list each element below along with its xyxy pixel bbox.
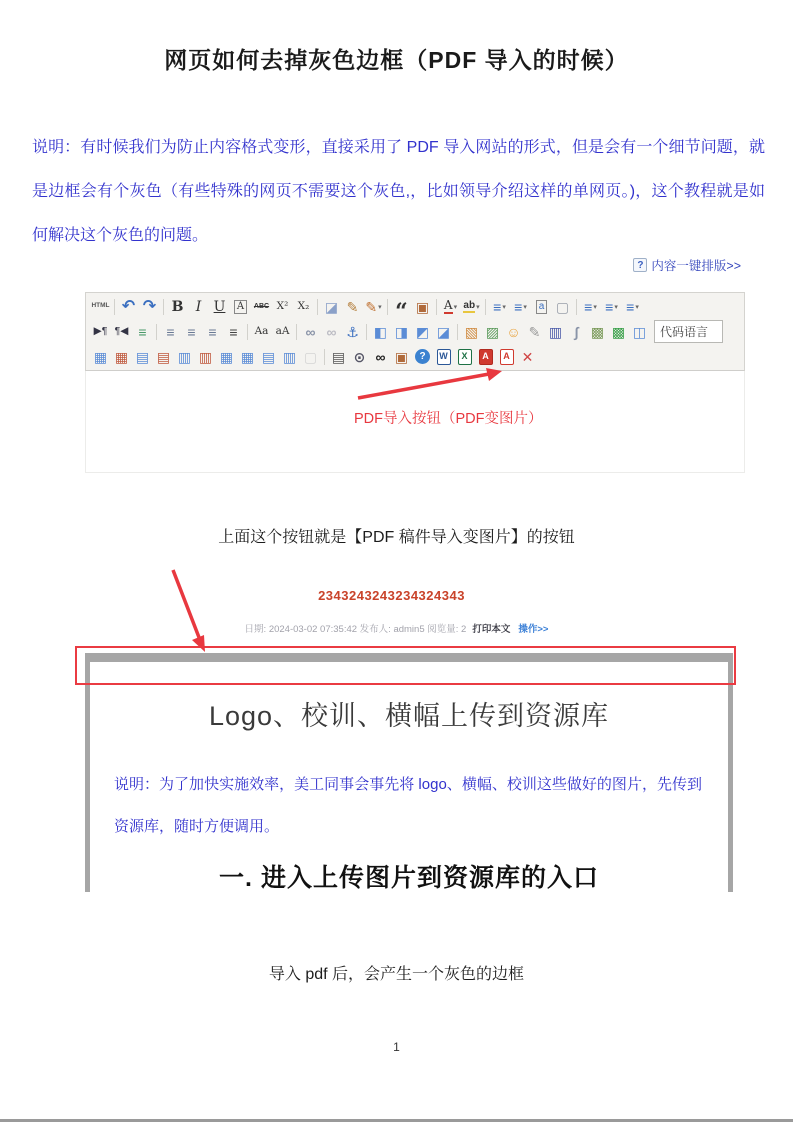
merge-right-icon: ▦ [240,348,255,365]
align-justify-icon: ≡ [229,323,238,340]
insert-table-button[interactable] [90,346,111,367]
search-replace-icon: ∞ [375,348,386,365]
html-source-button[interactable] [90,296,111,317]
google-map-icon: ▩ [611,323,626,340]
doc-disabled-button[interactable] [300,346,321,367]
image-manager-icon: ▨ [485,323,500,340]
scrawl-icon: ✎ [528,323,541,340]
to-uppercase-button[interactable] [251,321,272,342]
attachment-icon: ∫ [574,323,579,340]
toolbar-separator [156,324,157,340]
article-meta-line [0,621,793,635]
image-float-right-icon: ◩ [415,323,430,340]
undo-icon: ↶ [121,297,136,315]
highlight-color-button[interactable] [461,296,482,317]
delete-column-icon: ▥ [198,348,213,365]
intro-paragraph: 说明：有时候我们为防止内容格式变形，直接采用了 PDF 导入网站的形式，但是会有一个细节问题，就是边框会有个灰色（有些特殊的网页不需要这个灰色,，比如领导介绍这样的单网页。)，这个教程就是如何解决这个灰色的问题。 [32,139,765,244]
unlink-button[interactable] [321,321,342,342]
dropdown-caret-icon: ▾ [476,303,480,311]
attachment-button[interactable] [566,321,587,342]
help-button[interactable] [412,346,433,367]
indent-button[interactable] [132,321,153,342]
editor-screenshot [85,292,745,473]
font-border-button[interactable] [230,296,251,317]
anchor-button[interactable] [342,321,363,342]
excel-import-button[interactable] [454,346,475,367]
subscript-button[interactable] [293,296,314,317]
dropdown-caret-icon: ▾ [453,302,458,311]
page-number: 1 [393,1040,400,1054]
font-color-button[interactable] [440,296,461,317]
dropdown-caret-icon: ▾ [614,303,618,311]
toolbar-separator [163,299,164,315]
format-painter-button[interactable] [342,296,363,317]
align-justify-button[interactable] [223,321,244,342]
meta-publisher-label: 发布人: [357,624,394,635]
toolbar-separator [247,324,248,340]
ordered-list-icon: ≡ [493,298,502,315]
insert-video-button[interactable] [545,321,566,342]
split-cell-button[interactable] [279,346,300,367]
toolbar-separator [324,349,325,365]
insert-column-button[interactable] [174,346,195,367]
gray-border-highlight-box [75,646,736,685]
link-button[interactable] [300,321,321,342]
select-all-button[interactable] [531,296,552,317]
italic-icon: I [195,298,202,315]
word-import-button[interactable] [433,346,454,367]
align-center-icon: ≡ [187,323,196,340]
pdf-doc-icon: A [500,349,514,365]
snapshot-button[interactable] [629,321,650,342]
emotion-button[interactable] [503,321,524,342]
ordered-list-button[interactable] [489,296,510,317]
pdf-import-icon: A [479,349,493,365]
row-spacing-button[interactable] [580,296,601,317]
indent-icon: ≡ [138,323,147,340]
merge-right-button[interactable] [237,346,258,367]
indent-first-line-icon: ▶¶ [93,325,108,338]
print-icon: ▤ [331,348,346,365]
paste-board-button[interactable] [391,346,412,367]
line-height-button[interactable] [622,296,643,317]
paragraph-format-button[interactable] [601,296,622,317]
underline-button[interactable] [209,296,230,317]
paste-text-icon: ▣ [415,298,430,315]
toolbar-separator [576,299,577,315]
toolbar-separator [114,299,115,315]
image-float-center-button[interactable] [433,321,454,342]
editor-content-area[interactable] [85,371,745,473]
caption-pdf-button: 上面这个按钮就是【PDF 稿件导入变图片】的按钮 [218,529,575,546]
dropdown-caret-icon: ▾ [593,303,597,311]
preview-icon: ⊙ [353,348,366,365]
image-float-left-icon: ◨ [394,323,409,340]
insert-row-icon: ▤ [135,348,150,365]
image-float-center-icon: ◪ [436,323,451,340]
insert-map-icon: ▩ [590,323,605,340]
toolbar-row-1 [88,294,742,325]
format-painter-icon: ✎ [346,298,359,315]
strikethrough-icon: ABC [253,303,270,310]
pdf-doc-button[interactable] [496,346,517,367]
insert-image-icon: ▧ [464,323,479,340]
insert-row-button[interactable] [132,346,153,367]
scratch-out-icon: ✕ [521,348,534,365]
align-center-button[interactable] [181,321,202,342]
dropdown-caret-icon: ▾ [378,303,382,311]
toolbar-separator [457,324,458,340]
eraser-icon: ◪ [324,298,339,315]
select-all-icon: a [536,300,548,314]
excel-import-icon: X [458,349,472,365]
blockquote-button[interactable] [391,296,412,325]
scrawl-button[interactable] [524,321,545,342]
search-replace-button[interactable] [370,346,391,367]
outdent-first-line-button[interactable] [111,321,132,342]
article-number: 2343243243234324343 [318,588,465,603]
dropdown-caret-icon: ▾ [635,303,639,311]
auto-typeset-button[interactable] [363,296,384,317]
emotion-icon: ☺ [506,323,521,340]
insert-map-button[interactable] [587,321,608,342]
image-manager-button[interactable] [482,321,503,342]
subscript-icon: X₂ [297,300,310,313]
unordered-list-icon: ≡ [514,298,523,315]
delete-table-button[interactable] [111,346,132,367]
image-float-left-button[interactable] [391,321,412,342]
row-spacing-icon: ≡ [584,298,593,315]
word-import-icon: W [437,349,451,365]
meta-publisher-value: admin5 [393,624,425,635]
split-cell-icon: ▥ [282,348,297,365]
align-right-icon: ≡ [208,323,217,340]
toolbar-separator [366,324,367,340]
doc-disabled-icon: ▢ [303,348,318,365]
toolbar-row-2 [88,319,742,344]
image-float-right-button[interactable] [412,321,433,342]
print-button[interactable] [328,346,349,367]
html-source-icon: HTML [91,302,110,310]
help-icon: ? [415,349,430,364]
clear-doc-icon: ▢ [555,298,570,315]
unlink-icon: ∞ [326,323,337,340]
toolbar-separator [436,299,437,315]
blockquote-icon: “ [395,298,408,325]
delete-table-icon: ▦ [114,348,129,365]
to-uppercase-icon: Aa [254,325,269,338]
code-language-select[interactable]: 代码语言 [654,320,723,343]
help-question-icon: ? [633,258,647,272]
caption-gray-border: 导入 pdf 后，会产生一个灰色的边框 [268,966,525,983]
redo-icon: ↷ [142,297,157,315]
insert-image-button[interactable] [461,321,482,342]
delete-column-button[interactable] [195,346,216,367]
to-lowercase-icon: aA [275,325,290,338]
to-lowercase-button[interactable] [272,321,293,342]
toolbar-separator [485,299,486,315]
snapshot-icon: ◫ [632,323,647,340]
print-article-link[interactable]: 打印本文 [472,624,511,635]
strikethrough-button[interactable] [251,296,272,317]
merge-cells-icon: ▦ [219,348,234,365]
meta-views-value: 2 [461,624,467,635]
imported-pdf-page [85,653,733,892]
paragraph-format-icon: ≡ [605,298,614,315]
editor-toolbar [85,292,745,371]
underline-icon: U [213,298,226,315]
link-icon: ∞ [305,323,316,340]
auto-typeset-icon: ✎ [365,298,378,315]
delete-row-icon: ▤ [156,348,171,365]
meta-date-value: 2024-03-02 07:35:42 [268,624,358,635]
paste-text-button[interactable] [412,296,433,317]
paste-board-icon: ▣ [394,348,409,365]
dropdown-caret-icon: ▾ [523,303,527,311]
unordered-list-button[interactable] [510,296,531,317]
anchor-icon: ⚓ [346,323,359,340]
pdf-import-button[interactable] [475,346,496,367]
merge-down-icon: ▤ [261,348,276,365]
superscript-icon: X² [276,300,289,313]
merge-cells-button[interactable] [216,346,237,367]
insert-video-icon: ▥ [548,323,563,340]
bold-button[interactable] [167,296,188,317]
insert-column-icon: ▥ [177,348,192,365]
undo-button[interactable] [118,296,139,317]
image-float-none-icon: ◧ [373,323,388,340]
redo-button[interactable] [139,296,160,317]
toolbar-separator [317,299,318,315]
meta-date-label: 日期: [244,624,269,635]
superscript-button[interactable] [272,296,293,317]
align-right-button[interactable] [202,321,223,342]
eraser-button[interactable] [321,296,342,317]
dropdown-caret-icon: ▾ [502,303,506,311]
outdent-first-line-icon: ¶◀ [114,325,129,338]
typeset-link-label: 内容一键排版>> [651,259,741,273]
italic-button[interactable] [188,296,209,317]
merge-down-button[interactable] [258,346,279,367]
image-float-none-button[interactable] [370,321,391,342]
pdf-import-annotation: PDF导入按钮（PDF变图片） [354,411,543,427]
line-height-icon: ≡ [626,298,635,315]
arrow-to-gray-border [173,570,205,652]
align-left-icon: ≡ [166,323,175,340]
delete-row-button[interactable] [153,346,174,367]
indent-first-line-button[interactable] [90,321,111,342]
font-color-icon: A [443,298,453,312]
insert-table-icon: ▦ [93,348,108,365]
actions-link[interactable]: 操作>> [518,624,549,635]
inner-section-heading: 一. 进入上传图片到资源库的入口 [219,864,599,892]
clear-doc-button[interactable] [552,296,573,317]
meta-views-label: 阅览量: [424,624,462,635]
toolbar-row-3 [88,344,742,369]
font-border-icon: A [234,300,247,314]
inner-page-heading: Logo、校训、横幅上传到资源库 [208,701,610,731]
highlight-color-icon: ab [463,300,476,311]
scratch-out-button[interactable] [517,346,538,367]
google-map-button[interactable] [608,321,629,342]
inner-page-description: 说明：为了加快实施效率，美工同事会事先将 logo、横幅、校训这些做好的图片，先传到资源库，随时方便调用。 [114,776,702,835]
align-left-button[interactable] [160,321,181,342]
one-click-typeset-link[interactable] [633,256,741,274]
bold-icon: B [171,298,184,315]
toolbar-separator [296,324,297,340]
page-title: 网页如何去掉灰色边框（PDF 导入的时候） [164,47,629,73]
toolbar-separator [387,299,388,315]
preview-button[interactable] [349,346,370,367]
